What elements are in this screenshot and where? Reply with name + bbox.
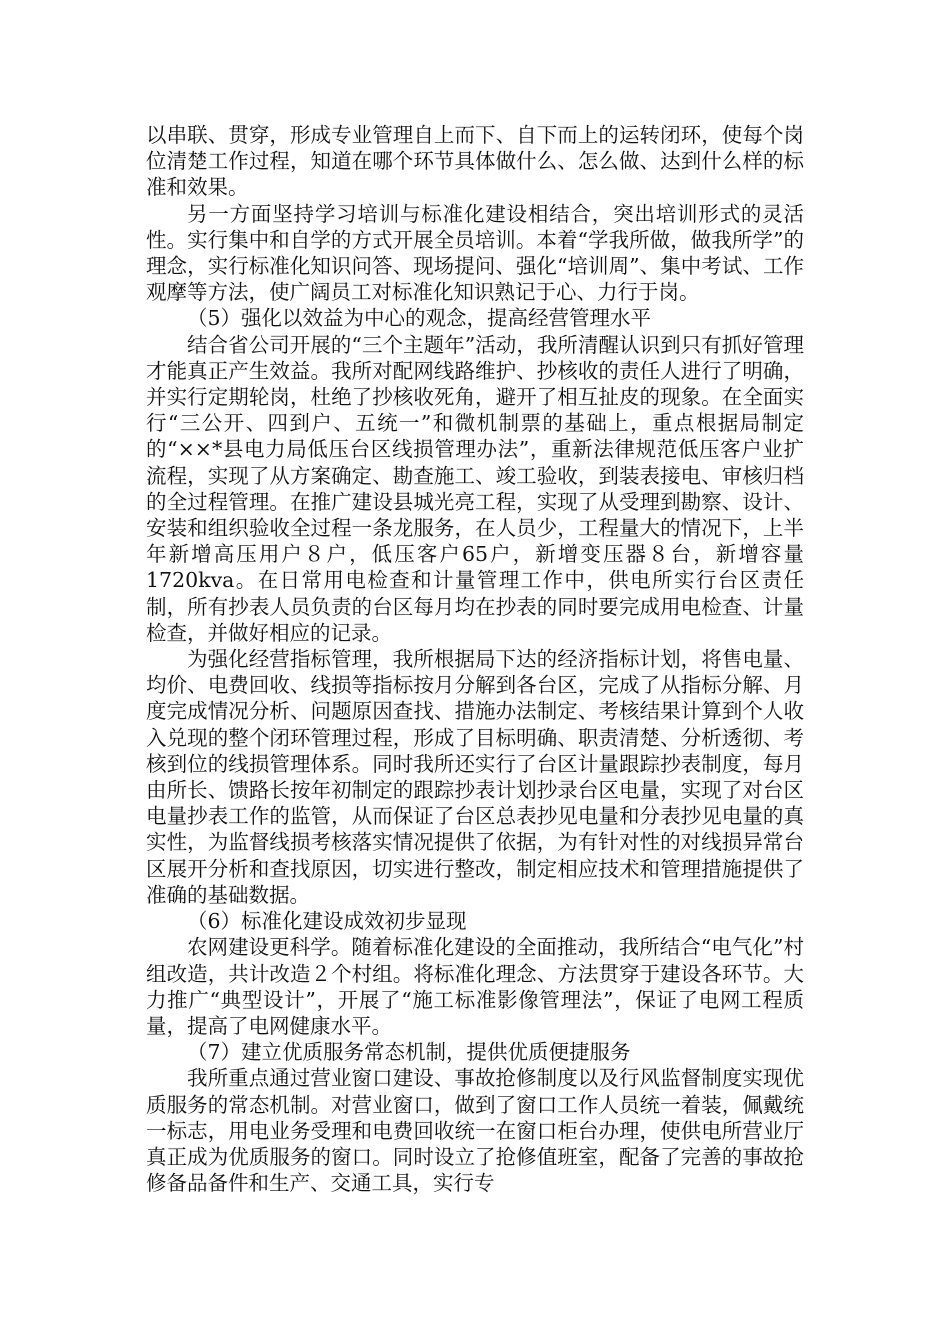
paragraph-grid-construction: 农网建设更科学。随着标准化建设的全面推动，我所结合“电气化”村组改造，共计改造２个村组。将标准化理念、方法贯穿于建设各环节。大力推广“典型设计”，开展了“施工标准影像管理法”，保证了电网工程质量，提高了电网健康水平。 bbox=[146, 935, 804, 1038]
paragraph-continuation: 以串联、贯穿，形成专业管理自上而下、自下而上的运转闭环，使每个岗位清楚工作过程，知道在哪个环节具体做什么、怎么做、达到什么样的标准和效果。 bbox=[146, 123, 804, 200]
section-heading-5: （5）强化以效益为中心的观念，提高经营管理水平 bbox=[187, 306, 652, 331]
document-page bbox=[146, 122, 804, 1196]
paragraph-training: 另一方面坚持学习培训与标准化建设相结合，突出培训形式的灵活性。实行集中和自学的方式开展全员培训。本着“学我所做，做我所学”的理念，实行标准化知识问答、现场提问、强化“培训周”、集中考试、工作观摩等方法，使广阔员工对标准化知识熟记于心、力行于岗。 bbox=[146, 201, 804, 305]
paragraph-indicators: 为强化经营指标管理，我所根据局下达的经济指标计划，将售电量、均价、电费回收、线损等指标按月分解到各台区，完成了从指标分解、月度完成情况分析、问题原因查找、措施办法制定、考核结果计算到个人收入兑现的整个闭环管理过程，形成了目标明确、职责清楚、分析透彻、考核到位的线损管理体系。同时我所还实行了台区计量跟踪抄表制度，每月由所长、馈路长按年初制定的跟踪抄表计划抄录台区电量，实现了对台区电量抄表工作的监管，从而保证了台区总表抄见电量和分表抄见电量的真实性，为监督线损考核落实情况提供了依据，为有针对性的对线损异常台区展开分析和查找原因，切实进行整改，制定相应技术和管理措施提供了准确的基础数据。 bbox=[146, 647, 804, 907]
paragraph-management: 结合省公司开展的“三个主题年”活动，我所清醒认识到只有抓好管理才能真正产生效益。我所对配网线路维护、抄核收的责任人进行了明确，并实行定期轮岗，杜绝了抄核收死角，避开了相互扯皮的现象。在全面实行“三公开、四到户、五统一”和微机制票的基础上，重点根据局制定的“××*县电力局低压台区线损管理办法”，重新法律规范低压客户业扩流程，实现了从方案确定、勘查施工、竣工验收，到装表接电、审核归档的全过程管理。在推广建设县城光亮工程，实现了从受理到勘察、设计、安装和组织验收全过程一条龙服务，在人员少，工程量大的情况下，上半年新增高压用户８户，低压客户65户，新增变压器８台，新增容量1720kva。在日常用电检查和计量管理工作中，供电所实行台区责任制，所有抄表人员负责的台区每月均在抄表的同时要完成用电检查、计量检查，并做好相应的记录。 bbox=[146, 332, 804, 645]
section-heading-7: （7）建立优质服务常态机制，提供优质便捷服务 bbox=[187, 1040, 631, 1065]
paragraph-service: 我所重点通过营业窗口建设、事故抢修制度以及行风监督制度实现优质服务的常态机制。对营业窗口，做到了窗口工作人员统一着装，佩戴统一标志，用电业务受理和电费回收统一在窗口柜台办理，使供电所营业厅真正成为优质服务的窗口。同时设立了抢修值班室，配备了完善的事故抢修备品备件和生产、交通工具，实行专 bbox=[146, 1066, 804, 1196]
section-heading-6: （6）标准化建设成效初步显现 bbox=[187, 909, 467, 934]
